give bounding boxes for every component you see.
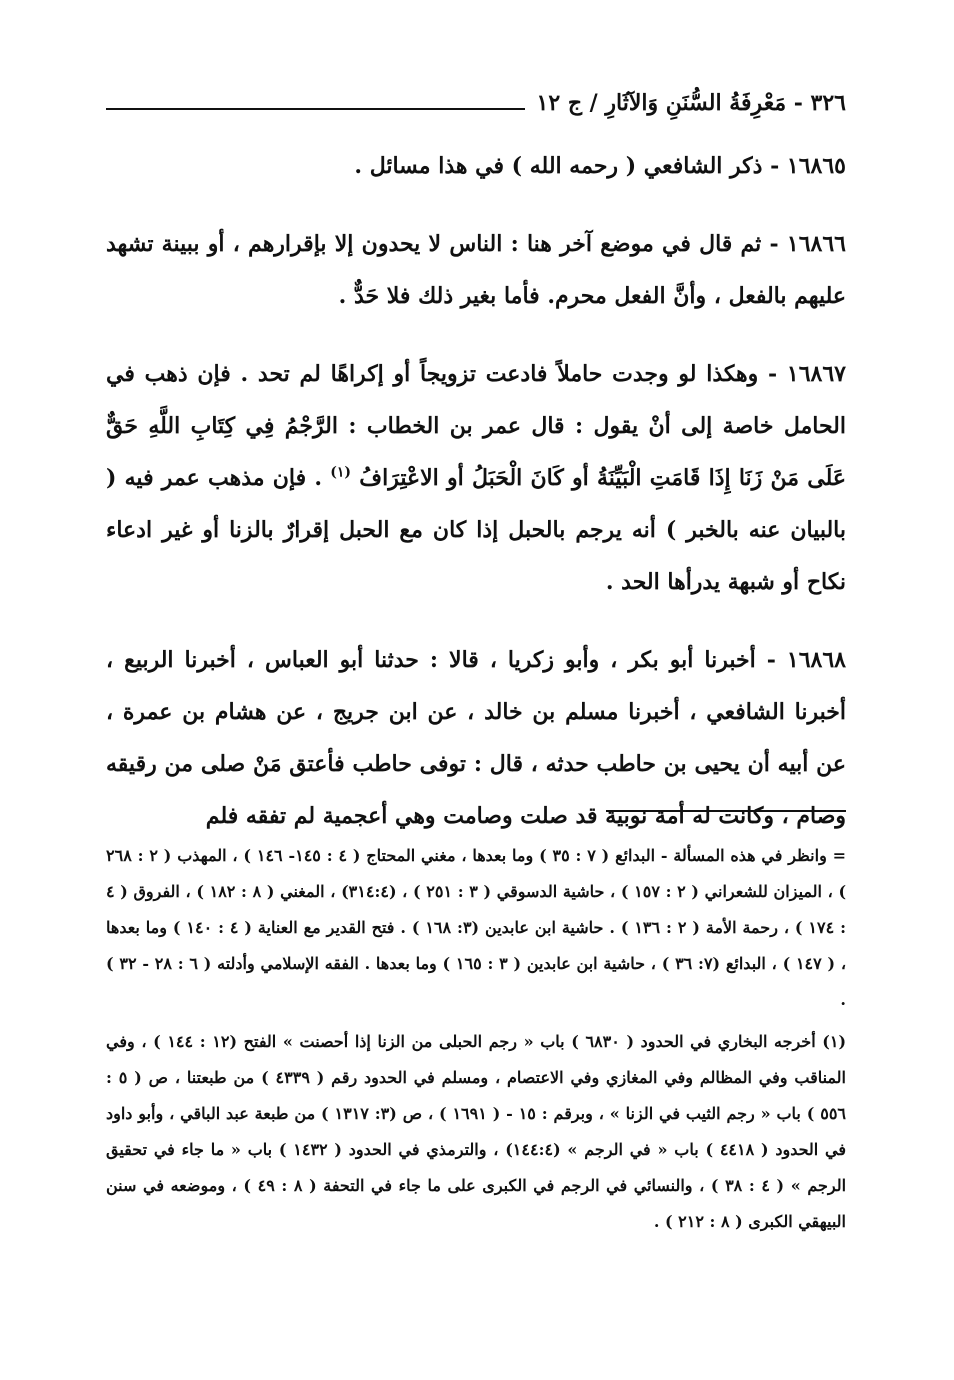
footnote-separator <box>606 810 846 812</box>
paragraph-16866: ١٦٨٦٦ - ثم قال في موضع آخر هنا : الناس لا يحدون إلا بإقرارهم ، أو ببينة تشهد عليهم بالفعل ، وأنَّ الفعل محرم. فأما بغير ذلك فلا حَدٌّ . <box>106 231 846 309</box>
paragraph-16865: ١٦٨٦٥ - ذكر الشافعي ( رحمه الله ) في هذا مسائل . <box>354 153 846 179</box>
running-header <box>106 78 846 118</box>
paragraph-16867 <box>106 348 846 608</box>
paragraph-16867-part-2: . فإن مذهب عمر فيه ( بالبيان عنه بالخبر ) أنه يرجم بالحبل إذا كان مع الحبل إقرارٌ بالزنا أو غير ادعاء نكاح أو شبهة يدرأها الحد . <box>106 465 847 595</box>
footnote-marker[interactable]: (١) <box>330 464 352 481</box>
header-rule <box>106 108 525 110</box>
paragraph-16867-part-1: ١٦٨٦٧ - وهكذا لو وجدت حاملاً فادعت تزويجاً أو إكراهًا لم تحد . فإن ذهب في الحامل خاصة إلى أنْ يقول : قال عمر بن الخطاب : الرَّجْمُ فِي كِتَابِ اللَّهِ حَقٌّ عَلَى مَنْ زَنَا إِذَا قَامَتِ الْبَيِّنَةُ أو كَانَ الْحَبَلُ أو الاعْتِرَافُ <box>106 361 847 491</box>
footnote-continuation: = وانظر في هذه المسألة - البدائع ( ٧ : ٣٥ ) وما بعدها ، مغني المحتاج ( ٤ : ١٤٥- ١٤٦ ) ، المهذب ( ٢ : ٢٦٨ ) ، الميزان للشعراني ( ٢ : ١٥٧ ) ، حاشية الدسوقي ( ٣ : ٢٥١ ) ، (٣١٤:٤) ، المغني ( ٨ : ١٨٢ ) ، الفروق ( ٤ : ١٧٤ ) ، رحمة الأمة ( ٢ : ١٣٦ ) . حاشية ابن عابدين (٣: ١٦٨ ) . فتح القدير مع العناية ( ٤ : ١٤٠ ) وما بعدها ، ( ١٤٧ ) ، البدائع (٧: ٣٦ ) ، حاشية ابن عابدين ( ٣ : ١٦٥ ) وما بعدها . الفقه الإسلامي وأدلته ( ٦ : ٢٨ - ٣٢ ) . <box>106 846 847 1009</box>
paragraph-16868: ١٦٨٦٨ - أخبرنا أبو بكر ، وأبو زكريا ، قالا : حدثنا أبو العباس ، أخبرنا الربيع ، أخبرنا الشافعي ، أخبرنا مسلم بن خالد ، عن ابن جريج ، عن هشام بن عمرة ، عن أبيه أن يحيى بن حاطب حدثه ، قال : توفى حاطب فأعتق مَنْ صلى من رقيقه وصام ، وكانت له أمة نوبية قد صلت وصامت وهي أعجمية لم تفقه فلم <box>106 647 846 829</box>
header-title: ٣٢٦ - مَعْرِفَةُ السُّنَنِ وَالآثَارِ / ج ١٢ <box>536 90 846 116</box>
footnote-1: (١) أخرجه البخاري في الحدود ( ٦٨٣٠ ) باب « رجم الحبلى من الزنا إذا أحصنت » الفتح (١٢ : ١٤٤ ) ، وفي المناقب وفي المظالم وفي المغازي وفي الاعتصام ، ومسلم في الحدود رقم ( ٤٣٣٩ ) من طبعتنا ، ص ( ٥ : ٥٥٦ ) باب « رجم الثيب في الزنا » ، وبرقم : ١٥ - ( ١٦٩١ ) ، ص (٣: ١٣١٧ ) من طبعة عبد الباقي ، وأبو داود في الحدود ( ٤٤١٨ ) باب « في الرجم » (١٤٤:٤) ، والترمذي في الحدود ( ١٤٣٢ ) باب « ما جاء في تحقيق الرجم » ( ٤ : ٣٨ ) ، والنسائي في الرجم في الكبرى على ما جاء في التحفة ( ٨ : ٤٩ ) ، وموضعه في سنن البيهقي الكبرى ( ٨ : ٢١٢ ) . <box>106 1032 847 1231</box>
main-text <box>106 140 846 842</box>
footnotes <box>106 838 846 1246</box>
